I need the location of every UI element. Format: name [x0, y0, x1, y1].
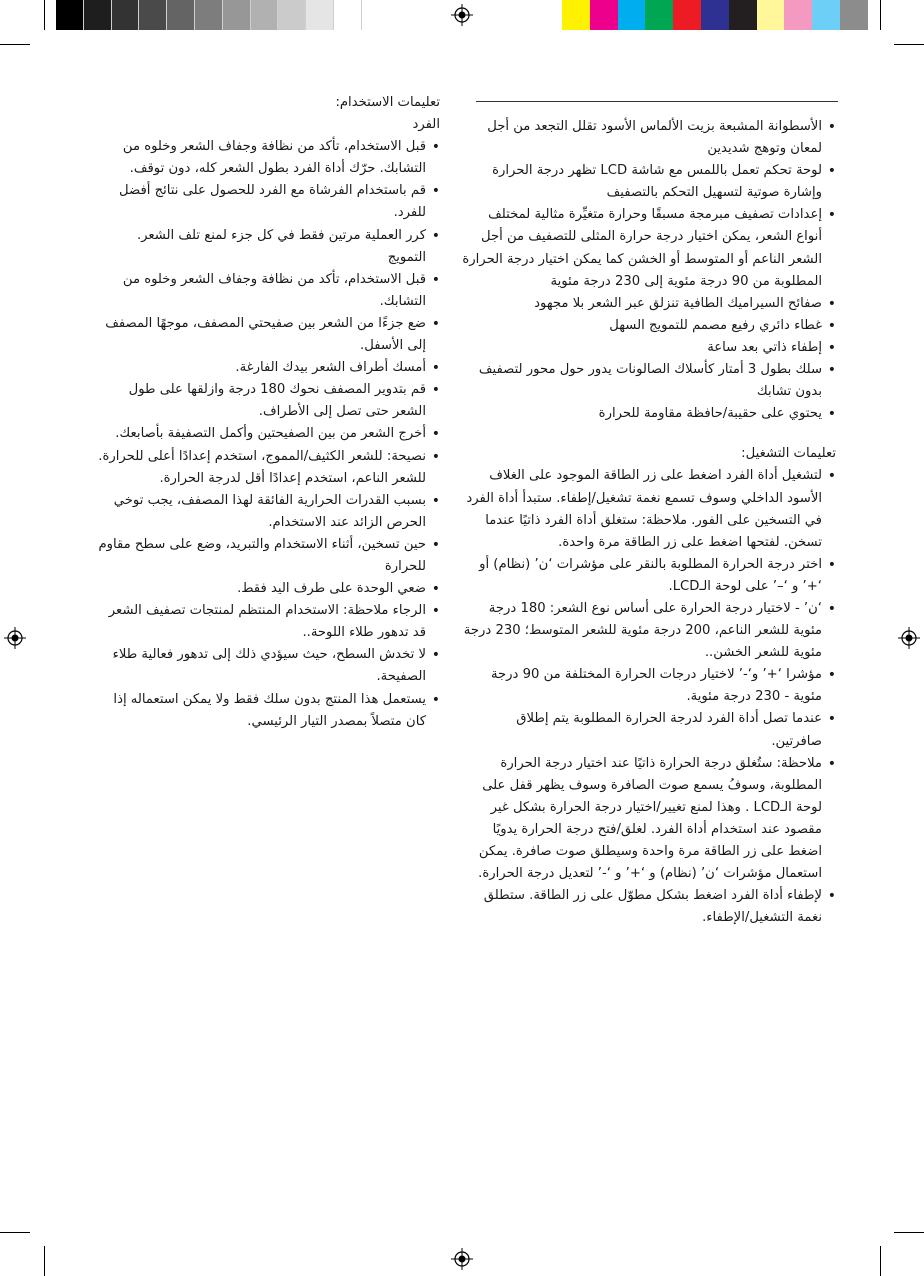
straightening-subheading: الفرد	[412, 117, 440, 133]
color-swatch	[139, 0, 167, 30]
grayscale-calibration-bar	[56, 0, 362, 30]
instruction-item: التمويج	[387, 249, 426, 265]
registration-mark-icon	[451, 1248, 473, 1270]
feature-item: • صفائح السيراميك الطافية تنزلق عبر الشعر بلا مجهود	[462, 293, 836, 315]
instruction-item: • ملاحظة: ستُغلق درجة الحرارة ذاتيًا عند اختيار درجة الحرارة المطلوبة، وسوفُ يسمع صوت الصافرة وسوف يظهر قفل على لوحة الـLCD . وهذا لمنع تغيير/اختيار درجة الحرارة بشكل غير مقصود عند استخدام أداة الفرد. لغلق/فتح درجة الحرارة يدويًا اضغط على زر الطاقة مرة واحدة وسيطلق صوت صافرة. يمكن استعمال مؤشرات ‘ن’ (نظام) و ‘+’ و ‘-’ لتعديل درجة الحرارة.	[462, 753, 836, 886]
instruction-item: • قم باستخدام الفرشاة مع الفرد للحصول على نتائج أفضل للفرد.	[96, 180, 440, 224]
instruction-item: • لا تخدش السطح، حيث سيؤدي ذلك إلى تدهور فعالية طلاء الصفيحة.	[96, 644, 440, 688]
instruction-item: • بسبب القدرات الحرارية الفائقة لهذا المصفف، يجب توخي الحرص الزائد عند الاستخدام.	[96, 490, 440, 534]
color-swatch	[195, 0, 223, 30]
feature-item: • إطفاء ذاتي بعد ساعة	[462, 337, 836, 359]
color-swatch	[673, 0, 701, 30]
feature-item: • لوحة تحكم تعمل باللمس مع شاشة LCD تظهر درجة الحرارة وإشارة صوتية لتسهيل التحكم بالتصفيف	[462, 160, 836, 204]
instruction-item: • مؤشرا ‘+’ و‘-’ لاختيار درجات الحرارة المختلفة من 90 درجة مئوية - 230 درجة مئوية.	[462, 664, 836, 708]
instruction-item: • قم بتدوير المصفف نحوك 180 درجة وازلقها على طول الشعر حتى تصل إلى الأطراف.	[96, 379, 440, 423]
crop-mark	[894, 1232, 924, 1233]
feature-item: • يحتوي على حقيبة/حافظة مقاومة للحرارة	[462, 403, 836, 425]
instruction-item: • كرر العملية مرتين فقط في كل جزء لمنع تلف الشعر.	[96, 225, 440, 247]
instruction-item: • اختر درجة الحرارة المطلوبة بالنقر على مؤشرات ‘ن’ (نظام) أو ‘+’ و ‘–’ على لوحة الـLCD.	[462, 554, 836, 598]
operating-instructions-list	[462, 465, 836, 929]
usage-instructions-heading: تعليمات الاستخدام:	[335, 95, 440, 110]
features-list	[462, 116, 836, 425]
color-swatch	[645, 0, 673, 30]
color-swatch	[334, 0, 362, 30]
color-swatch	[618, 0, 646, 30]
instruction-item: • الرجاء ملاحظة: الاستخدام المنتظم لمنتجات تصفيف الشعر قد تدهور طلاء اللوحة..	[96, 600, 440, 644]
crop-mark	[0, 44, 30, 45]
color-swatch	[701, 0, 729, 30]
usage-instructions-list	[96, 136, 440, 733]
instruction-item: • عندما تصل أداة الفرد لدرجة الحرارة المطلوبة يتم إطلاق صافرتين.	[462, 708, 836, 752]
operating-instructions-heading: تعليمات التشغيل:	[741, 446, 836, 462]
color-calibration-bar	[562, 0, 868, 30]
instruction-item: • نصيحة: للشعر الكثيف/المموج، استخدم إعدادًا أعلى للحرارة. للشعر الناعم، استخدم إعدادًا أقل لدرجة الحرارة.	[96, 446, 440, 490]
color-swatch	[590, 0, 618, 30]
instruction-item: • قبل الاستخدام، تأكد من نظافة وجفاف الشعر وخلوه من التشابك. حرّك أداة الفرد بطول الشعر كله، دون توقف.	[96, 136, 440, 180]
color-swatch	[112, 0, 140, 30]
feature-item: • إعدادات تصفيف مبرمجة مسبقًا وحرارة متغيِّرة مثالية لمختلف أنواع الشعر، يمكن اختيار درجة حرارة المثلى للتصفيف من أجل الشعر الناعم أو المتوسط أو الخشن كما يمكن اختيار درجة الحرارة المطلوبة من 90 درجة مئوية إلى 230 درجة مئوية	[462, 204, 836, 292]
left-column	[96, 92, 440, 733]
instruction-item: • حين تسخين، أثناء الاستخدام والتبريد، وضع على سطح مقاوم للحرارة	[96, 534, 440, 578]
registration-mark-icon	[898, 627, 920, 649]
color-swatch	[784, 0, 812, 30]
color-swatch	[223, 0, 251, 30]
color-swatch	[84, 0, 112, 30]
crop-mark	[880, 1246, 881, 1276]
instruction-item: • أمسك أطراف الشعر بيدك الفارغة.	[96, 357, 440, 379]
instruction-item: • ‘ن’ - لاختيار درجة الحرارة على أساس نوع الشعر: 180 درجة مئوية للشعر الناعم، 200 درجة مئوية للشعر المتوسط؛ 230 درجة مئوية للشعر الخشن..	[462, 598, 836, 664]
instruction-item: • قبل الاستخدام، تأكد من نظافة وجفاف الشعر وخلوه من التشابك.	[96, 269, 440, 313]
color-swatch	[840, 0, 868, 30]
divider	[476, 101, 838, 102]
instruction-item: • أخرج الشعر من بين الصفيحتين وأكمل التصفيفة بأصابعك.	[96, 423, 440, 445]
color-swatch	[757, 0, 785, 30]
registration-mark-icon	[451, 4, 473, 26]
color-swatch	[278, 0, 306, 30]
crop-mark	[0, 1232, 30, 1233]
instruction-item: • ضعي الوحدة على طرف اليد فقط.	[96, 578, 440, 600]
crop-mark	[44, 0, 45, 30]
color-swatch	[167, 0, 195, 30]
crop-mark	[44, 1246, 45, 1276]
crop-mark	[880, 0, 881, 30]
instruction-item: • لإطفاء أداة الفرد اضغط بشكل مطوّل على زر الطاقة. ستطلق نغمة التشغيل/الإطفاء.	[462, 885, 836, 929]
registration-mark-icon	[4, 627, 26, 649]
color-swatch	[56, 0, 84, 30]
color-swatch	[251, 0, 279, 30]
instruction-item: • لتشغيل أداة الفرد اضغط على زر الطاقة الموجود على الغلاف الأسود الداخلي وسوف تسمع نغمة تشغيل/إطفاء. ستبدأ أداة الفرد في التسخين على الفور. ملاحظة: ستغلق أداة الفرد ذاتيًا عندما تسخن. لفتحها اضغط على زر الطاقة مرة واحدة.	[462, 465, 836, 553]
instruction-item: • ضع جزءًا من الشعر بين صفيحتي المصفف، موجهًا المصفف إلى الأسفل.	[96, 313, 440, 357]
instruction-item: • يستعمل هذا المنتج بدون سلك فقط ولا يمكن استعماله إذا كان متصلاً بمصدر التيار الرئيسي.	[96, 689, 440, 733]
color-swatch	[729, 0, 757, 30]
right-column	[462, 116, 836, 929]
feature-item: • غطاء دائري رفيع مصمم للتمويج السهل	[462, 315, 836, 337]
feature-item: • الأسطوانة المشبعة بزيت الألماس الأسود تقلل التجعد من أجل لمعان وتوهج شديدين	[462, 116, 836, 160]
crop-mark	[894, 44, 924, 45]
color-swatch	[306, 0, 334, 30]
color-swatch	[812, 0, 840, 30]
color-swatch	[562, 0, 590, 30]
feature-item: • سلك بطول 3 أمتار كأسلاك الصالونات يدور حول محور لتصفيف بدون تشابك	[462, 359, 836, 403]
